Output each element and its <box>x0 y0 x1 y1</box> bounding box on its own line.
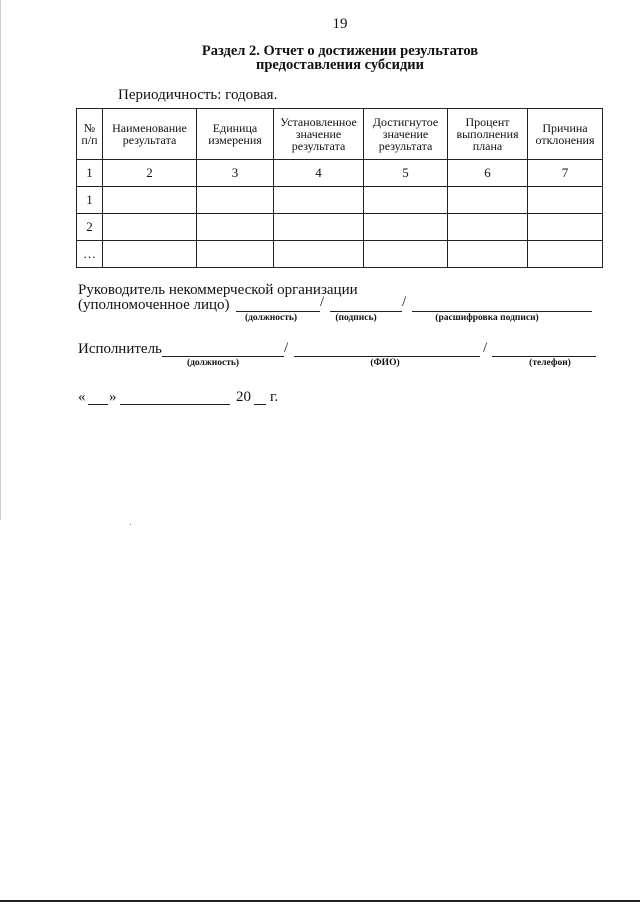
periodicity-text: Периодичность: годовая. <box>118 87 278 103</box>
header-unit: Единица измерения <box>197 109 274 160</box>
head-name-line <box>412 311 592 312</box>
section-title-line-2: предоставления субсидии <box>255 57 424 73</box>
header-result-name: Наименование результата <box>103 109 197 160</box>
scan-left-edge <box>0 0 1 520</box>
column-number: 6 <box>448 160 528 187</box>
caption-executor-phone: (телефон) <box>529 358 571 368</box>
table-cell <box>528 187 603 214</box>
section-title <box>0 44 640 72</box>
table-cell <box>274 187 364 214</box>
head-label-line-2: (уполномоченное лицо) <box>78 297 230 313</box>
header-target-value: Установленное значение результата <box>274 109 364 160</box>
table-cell <box>103 214 197 241</box>
date-close-quote: » <box>109 389 117 405</box>
table-row <box>77 214 603 241</box>
section-title-line-1: Раздел 2. Отчет о достижении результатов <box>201 43 479 59</box>
table-header-row <box>77 109 603 160</box>
column-number: 5 <box>364 160 448 187</box>
table-cell <box>528 241 603 268</box>
table-cell <box>448 241 528 268</box>
header-achieved-value: Достигнутое значение результата <box>364 109 448 160</box>
date-year-suffix: г. <box>270 389 279 405</box>
date-year-line <box>254 404 266 405</box>
caption-signature: (подпись) <box>335 313 377 323</box>
column-number: 1 <box>77 160 103 187</box>
separator: / <box>402 294 407 310</box>
executor-position-line <box>162 356 284 357</box>
page-number: 19 <box>332 16 348 32</box>
header-number: № п/п <box>77 109 103 160</box>
date-month-line <box>120 404 230 405</box>
table-cell <box>197 187 274 214</box>
scan-bottom-edge <box>0 900 640 902</box>
table-cell <box>274 241 364 268</box>
executor-label: Исполнитель <box>78 341 162 357</box>
table-cell <box>364 187 448 214</box>
caption-executor-name: (ФИО) <box>370 358 400 368</box>
table-cell <box>364 214 448 241</box>
head-label-line-1: Руководитель некоммерческой организации <box>78 282 358 298</box>
table-cell <box>448 187 528 214</box>
column-number-row <box>77 160 603 187</box>
separator: / <box>320 294 325 310</box>
table-row <box>77 187 603 214</box>
date-year-prefix: 20 <box>236 389 251 405</box>
separator: / <box>284 340 289 356</box>
date-open-quote: « <box>78 389 86 405</box>
table-cell: … <box>77 241 103 268</box>
table-cell <box>528 214 603 241</box>
scan-speck <box>130 524 131 525</box>
column-number: 7 <box>528 160 603 187</box>
caption-signature-decoding: (расшифровка подписи) <box>435 313 539 323</box>
table-cell <box>197 241 274 268</box>
separator: / <box>483 340 488 356</box>
caption-position: (должность) <box>244 313 298 323</box>
header-plan-percent: Процент выполнения плана <box>448 109 528 160</box>
head-signature-label <box>78 283 358 313</box>
column-number: 2 <box>103 160 197 187</box>
head-position-line <box>236 311 320 312</box>
executor-name-line <box>294 356 480 357</box>
table-cell <box>103 187 197 214</box>
header-deviation-reason: Причина отклонения <box>528 109 603 160</box>
report-table <box>76 108 603 268</box>
table-cell <box>448 214 528 241</box>
executor-phone-line <box>492 356 596 357</box>
table-cell <box>274 214 364 241</box>
table-cell <box>197 214 274 241</box>
table-cell <box>103 241 197 268</box>
table-cell: 1 <box>77 187 103 214</box>
head-signature-line <box>330 311 402 312</box>
date-day-line <box>88 404 108 405</box>
caption-executor-position: (должность) <box>186 358 240 368</box>
table-cell: 2 <box>77 214 103 241</box>
column-number: 4 <box>274 160 364 187</box>
column-number: 3 <box>197 160 274 187</box>
table-cell <box>364 241 448 268</box>
table-row <box>77 241 603 268</box>
